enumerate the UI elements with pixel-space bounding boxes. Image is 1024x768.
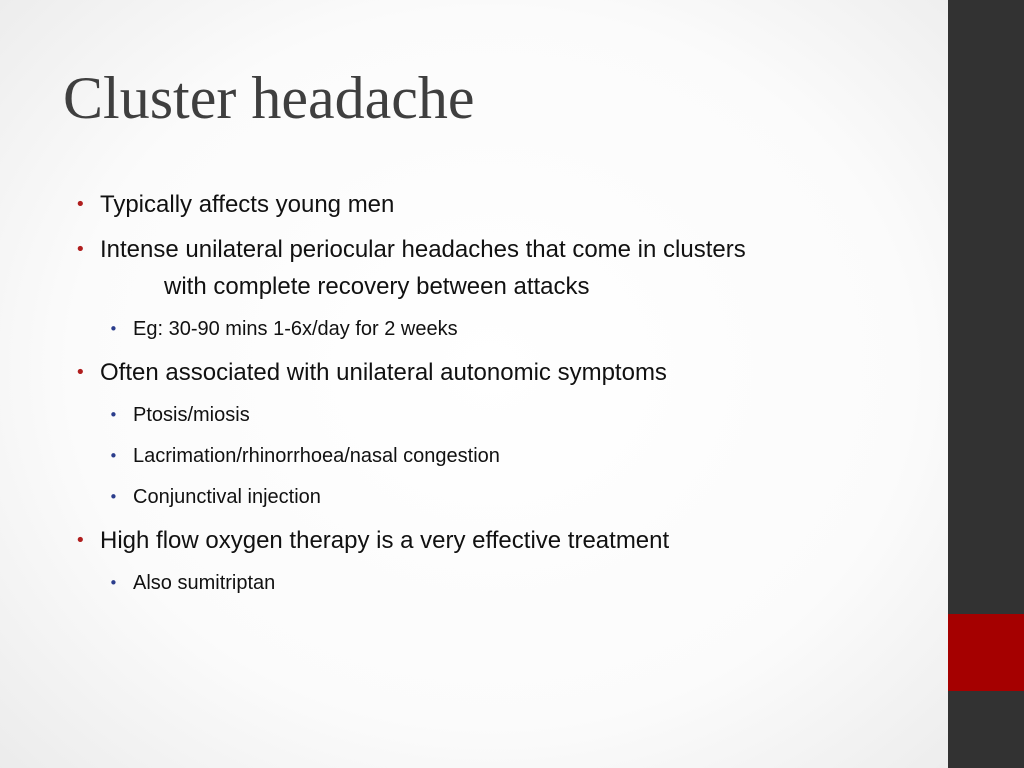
bullet-dot: • (109, 406, 118, 424)
slide-title: Cluster headache (63, 65, 475, 131)
sub-bullet-item (109, 316, 458, 342)
bullet-dot: • (75, 530, 86, 551)
bullet-text: Often associated with unilateral autonomic symptoms (100, 359, 667, 386)
bullet-dot: • (75, 239, 86, 260)
bullet-item (75, 354, 667, 391)
sub-bullet-item (109, 484, 321, 510)
sub-bullet-item (109, 402, 250, 428)
bullet-dot: • (109, 320, 118, 338)
bullet-text: Eg: 30-90 mins 1-6x/day for 2 weeks (133, 318, 458, 340)
bullet-text: Lacrimation/rhinorrhoea/nasal congestion (133, 445, 500, 467)
bullet-dot: • (75, 194, 86, 215)
accent-block (948, 614, 1024, 691)
bullet-dot: • (109, 574, 118, 592)
bullet-text: Typically affects young men (100, 191, 395, 218)
bullet-dot: • (75, 362, 86, 383)
bullet-text: Also sumitriptan (133, 572, 276, 594)
bullet-item (75, 522, 670, 559)
sub-bullet-item (109, 570, 276, 596)
bullet-text: Conjunctival injection (133, 486, 321, 508)
bullet-continuation: with complete recovery between attacks (164, 273, 590, 300)
bullet-dot: • (109, 488, 118, 506)
bullet-dot: • (109, 447, 118, 465)
bullet-text: High flow oxygen therapy is a very effective treatment (100, 527, 670, 554)
bullet-item (75, 186, 395, 223)
bullet-text: Ptosis/miosis (133, 404, 250, 426)
bullet-text: Intense unilateral periocular headaches that come in clusters (100, 236, 746, 263)
bullet-item (75, 231, 746, 305)
sub-bullet-item (109, 443, 500, 469)
